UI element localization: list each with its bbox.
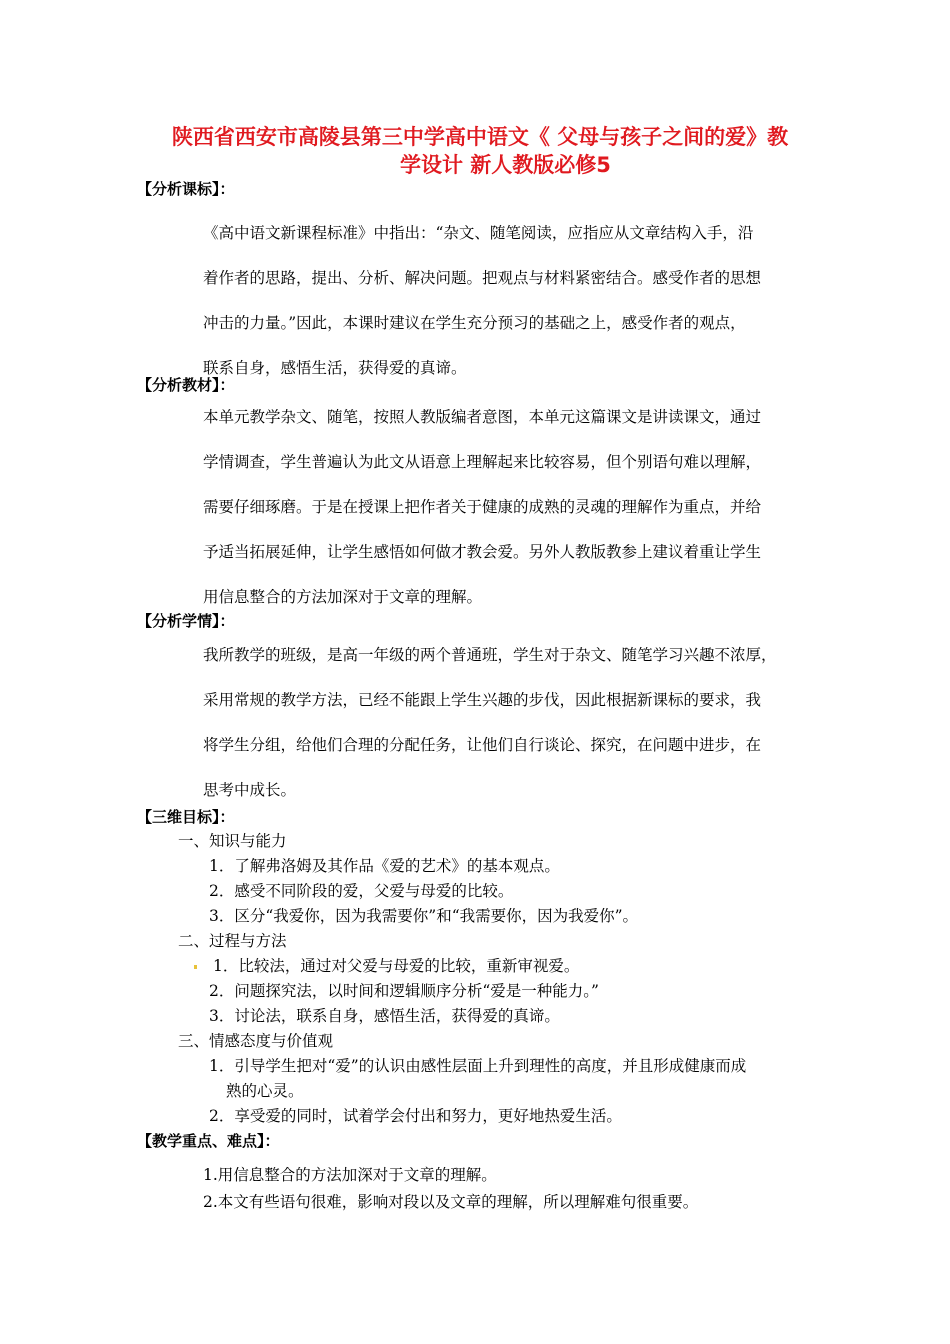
goal-item-continuation: 熟的心灵。: [226, 1082, 304, 1100]
section-body-jiaocai: [203, 395, 823, 620]
paragraph-line: 我所教学的班级，是高一年级的两个普通班，学生对于杂文、随笔学习兴趣不浓厚，: [203, 646, 777, 664]
goal-item: 2．问题探究法，以时间和逻辑顺序分析“爱是一种能力。”: [209, 982, 599, 1000]
paragraph-line: 《高中语文新课程标准》中指出：“杂文、随笔阅读，应指应从文章结构入手，沿: [203, 224, 754, 242]
paragraph-line: 需要仔细琢磨。于是在授课上把作者关于健康的成熟的灵魂的理解作为重点，并给: [203, 498, 762, 516]
key-point-item: 2.本文有些语句很难，影响对段以及文章的理解，所以理解难句很重要。: [203, 1193, 699, 1211]
section-heading-zhongdian: 【教学重点、难点】：: [137, 1132, 280, 1150]
goal-item: 3．区分“我爱你，因为我需要你”和“我需要你，因为我爱你”。: [209, 907, 639, 925]
section-body-xueqing: [203, 633, 823, 813]
paragraph-line: 思考中成长。: [203, 781, 297, 799]
goal-item: 2．感受不同阶段的爱，父爱与母爱的比较。: [209, 882, 514, 900]
goal-item: 2．享受爱的同时，试着学会付出和努力，更好地热爱生活。: [209, 1107, 622, 1125]
section-body-kebiao: [203, 211, 823, 391]
section-heading-xueqing: 【分析学情】：: [137, 612, 235, 630]
goal-item: 1．比较法，通过对父爱与母爱的比较，重新审视爱。: [213, 957, 580, 975]
document-title-line-2: 学设计 新人教版必修5: [400, 153, 611, 177]
paragraph-line: 冲击的力量。”因此，本课时建议在学生充分预习的基础之上，感受作者的观点，: [203, 314, 746, 332]
goal-item: 1．引导学生把对“爱”的认识由感性层面上升到理性的高度，并且形成健康而成: [209, 1057, 747, 1075]
stray-mark-decoration: [194, 965, 197, 969]
paragraph-line: 学情调查，学生普遍认为此文从语意上理解起来比较容易，但个别语句难以理解，: [203, 453, 762, 471]
paragraph-line: 将学生分组，给他们合理的分配任务，让他们自行谈论、探究，在问题中进步，在: [203, 736, 762, 754]
paragraph-line: 本单元教学杂文、随笔，按照人教版编者意图，本单元这篇课文是讲读课文，通过: [203, 408, 762, 426]
paragraph-line: 联系自身，感悟生活，获得爱的真谛。: [203, 359, 467, 377]
document-title-line-1: 陕西省西安市高陵县第三中学高中语文《 父母与孩子之间的爱》教: [171, 125, 789, 149]
paragraph-line: 用信息整合的方法加深对于文章的理解。: [203, 588, 483, 606]
paragraph-line: 采用常规的教学方法，已经不能跟上学生兴趣的步伐，因此根据新课标的要求，我: [203, 691, 762, 709]
paragraph-line: 着作者的思路，提出、分析、解决问题。把观点与材料紧密结合。感受作者的思想: [203, 269, 762, 287]
goal-item: 1．了解弗洛姆及其作品《爱的艺术》的基本观点。: [209, 857, 560, 875]
section-heading-kebiao: 【分析课标】：: [137, 180, 235, 198]
goal-group-title: 三、情感态度与价值观: [178, 1032, 334, 1050]
section-heading-jiaocai: 【分析教材】：: [137, 376, 235, 394]
goal-item: 3．讨论法，联系自身，感悟生活，获得爱的真谛。: [209, 1007, 560, 1025]
section-heading-mubiao: 【三维目标】：: [137, 808, 235, 826]
key-point-item: 1.用信息整合的方法加深对于文章的理解。: [203, 1166, 497, 1184]
goal-group-title: 二、过程与方法: [178, 932, 287, 950]
goal-group-title: 一、知识与能力: [178, 832, 287, 850]
paragraph-line: 予适当拓展延伸，让学生感悟如何做才教会爱。另外人教版教参上建议着重让学生: [203, 543, 762, 561]
